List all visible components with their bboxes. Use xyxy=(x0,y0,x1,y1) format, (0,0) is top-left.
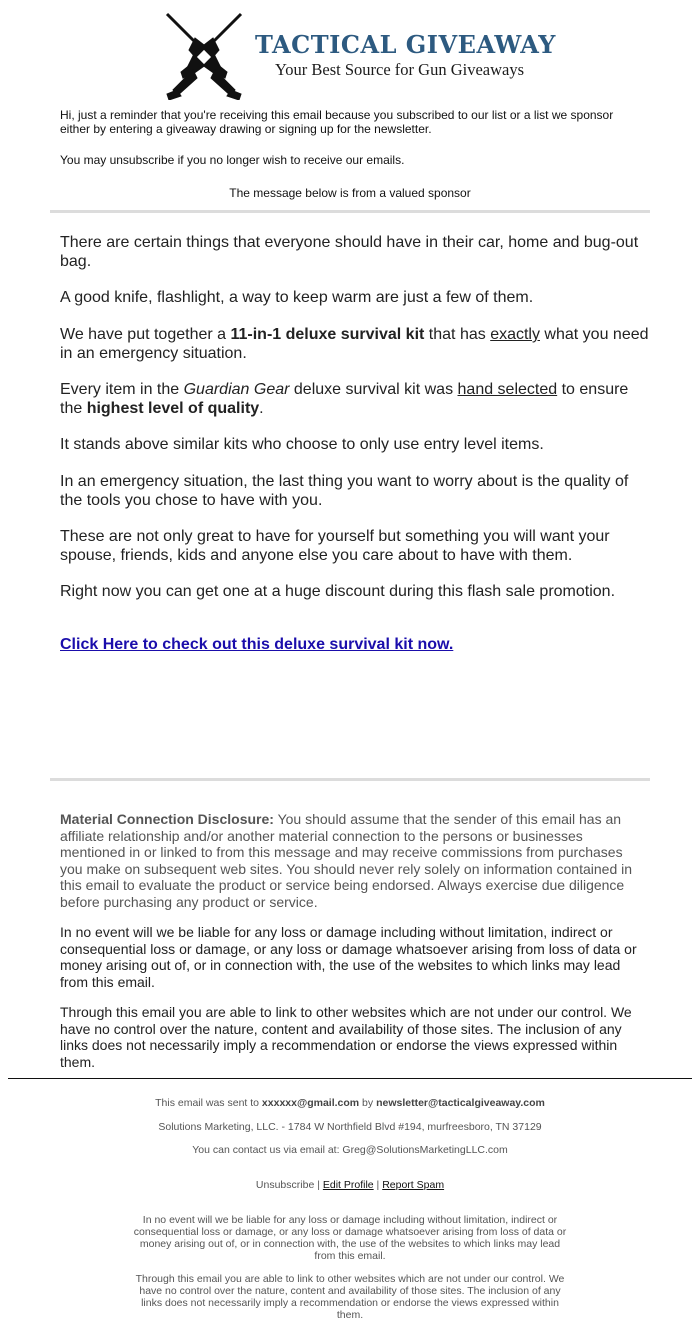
sender-email: newsletter@tacticalgiveaway.com xyxy=(376,1097,545,1109)
report-spam-link[interactable]: Report Spam xyxy=(382,1179,445,1191)
emphasis-text: hand selected xyxy=(457,381,558,398)
footer-liability: In no event will we be liable for any loss or damage including without limitation, indirect or consequential loss or damage, or any loss or damage whatsoever arising from loss of data or money arising out of, or in connection with, the use of the websites to which links may lead from this email. xyxy=(133,1214,567,1262)
footer-external-links: Through this email you are able to link to other websites which are not under our control. We have no control over the nature, content and availability of those sites. The inclusion of any links does not necessarily imply a recommendation or endorse the views expressed within them. xyxy=(135,1273,565,1321)
external-links-disclaimer: Through this email you are able to link to other websites which are not under our control. We have no control over the nature, content and availability of those sites. The inclusion of any links does not necessarily imply a recommendation or endorse the views expressed within them. xyxy=(60,1004,632,1070)
text: to ensure the xyxy=(60,381,629,417)
footer-links xyxy=(130,1179,570,1191)
disclosure-title: Material Connection Disclosure: xyxy=(60,811,274,827)
text: that has xyxy=(424,326,491,343)
message-paragraph-6: In an emergency situation, the last thing you want to worry about is the quality of the tools you chose to have with you. xyxy=(60,473,629,509)
edit-profile-link[interactable]: Edit Profile xyxy=(322,1179,374,1191)
emphasis-text: exactly xyxy=(490,326,540,343)
message-paragraph-5: It stands above similar kits who choose to only use entry level items. xyxy=(60,436,544,453)
logo-subtitle: Your Best Source for Gun Giveaways xyxy=(275,60,524,79)
crossed-rifles-icon xyxy=(155,8,255,100)
recipient-email: xxxxxx@gmail.com xyxy=(261,1097,360,1109)
message-paragraph-8: Right now you can get one at a huge discount during this flash sale promotion. xyxy=(60,583,616,600)
message-paragraph-4 xyxy=(60,381,650,418)
brand-name: Guardian Gear xyxy=(183,381,290,398)
company-address: Solutions Marketing, LLC. - 1784 W Northfield Blvd #194, murfreesboro, TN 37129 xyxy=(158,1121,542,1133)
message-paragraph-2: A good knife, flashlight, a way to keep warm are just a few of them. xyxy=(60,289,534,306)
text: . xyxy=(259,399,264,417)
text: Every item in the xyxy=(60,381,184,398)
text: We have put together a xyxy=(60,326,231,343)
message-paragraph-3 xyxy=(60,326,650,363)
message-paragraph-1: There are certain things that everyone should have in their car, home and bug-out bag. xyxy=(60,234,639,270)
unsubscribe-note: You may unsubscribe if you no longer wish to receive our emails. xyxy=(60,153,405,167)
divider xyxy=(50,210,650,213)
contact-line: You can contact us via email at: Greg@SolutionsMarketingLLC.com xyxy=(192,1144,508,1156)
text: what you need in an emergency situation. xyxy=(60,326,649,362)
logo-title: TACTICAL GIVEAWAY xyxy=(255,30,556,59)
sent-to-line xyxy=(130,1097,570,1109)
product-name: 11-in-1 deluxe survival kit xyxy=(230,326,425,343)
emphasis-bold: highest level of quality xyxy=(86,399,260,417)
subscription-reminder: Hi, just a reminder that you're receiving this email because you subscribed to our list or a list we sponsor either by entering a giveaway drawing or signing up for the newsletter. xyxy=(60,108,614,136)
text: by xyxy=(359,1097,377,1109)
cta-link[interactable]: Click Here to check out this deluxe survival kit now. xyxy=(60,636,454,653)
disclosure-text: You should assume that the sender of this email has an affiliate relationship and/or another material connection to the persons or businesses mentioned in or linked to from this message and may receive commissions from purchases you make on subsequent web sites. You should never rely solely on information contained in this email to evaluate the product or service being endorsed. Always exercise due diligence before purchasing any product or service. xyxy=(60,811,633,910)
material-connection-disclosure xyxy=(60,811,645,910)
footer-divider xyxy=(8,1078,692,1079)
message-paragraph-7: These are not only great to have for yourself but something you will want your spouse, friends, kids and anyone else you care about to have with them. xyxy=(60,528,610,564)
liability-disclaimer: In no event will we be liable for any loss or damage including without limitation, indirect or consequential loss or damage, or any loss or damage whatsoever arising from loss of data or money arising out of, or in connection with, the use of the websites to which links may lead from this email. xyxy=(60,924,637,990)
unsubscribe-link[interactable]: Unsubscribe xyxy=(255,1179,315,1191)
brand-logo xyxy=(155,8,556,100)
separator: | xyxy=(314,1179,323,1191)
text: This email was sent to xyxy=(155,1097,262,1109)
divider xyxy=(50,778,650,781)
separator: | xyxy=(373,1179,383,1191)
sponsor-note: The message below is from a valued sponsor xyxy=(229,186,471,200)
text: deluxe survival kit was xyxy=(289,381,458,398)
